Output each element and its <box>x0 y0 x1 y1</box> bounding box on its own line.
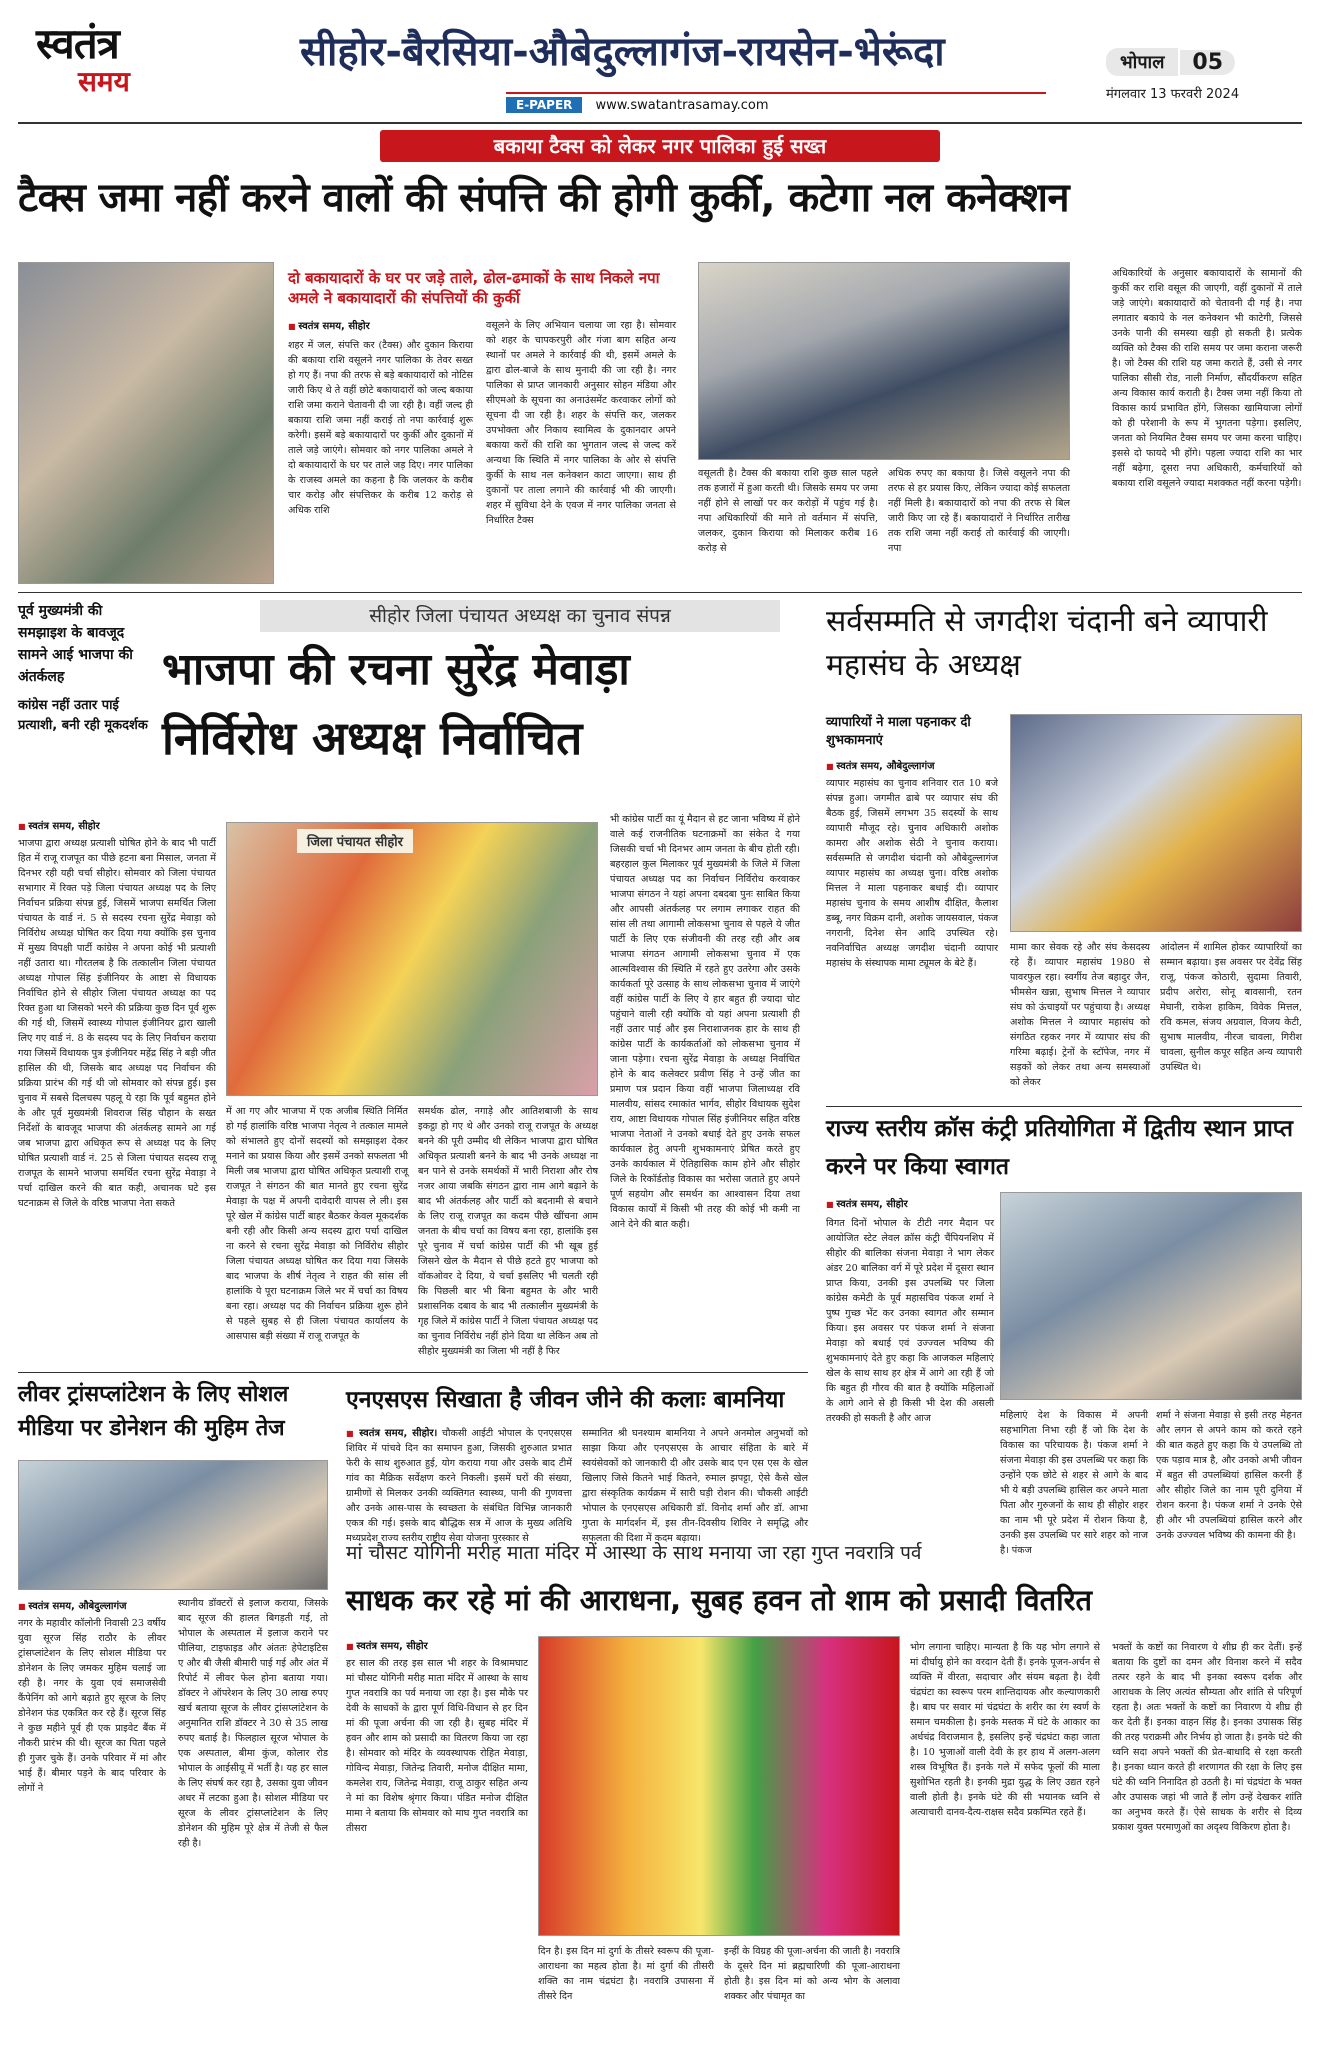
edition-city: भोपाल <box>1106 48 1178 76</box>
navratri-col1: हर साल की तरह इस साल भी शहर के विश्रामघाट मां चौसट योगिनी मरीह माता मंदिर में आस्था के साथ गुप्त नवरात्रि का पर्व मनाया जा रहा है। इस मौके पर देवी के साधकों के द्वारा पूर्ण विधि-विधान से हर दिन मां की पूजा अर्चना की जा रही है। सुबह मंदिर में हवन और शाम को प्रसादी का वितरण किया जा रहा है। सोमवार को मंदिर के व्यवस्थापक रोहित मेवाड़ा, गोविन्द मेवाड़ा, जितेन्द्र तिवारी, मनोज दीक्षित मामा, कमलेश राय, जितेन्द्र मेवाड़ा, राजू ठाकुर सहित अन्य ने मां का विशेष श्रृंगार किया। पंडित मनोज दीक्षित मामा ने बताया कि सोमवार को माघ गुप्त नवरात्रि का तीसरा <box>346 1658 528 1834</box>
navratri-headline: साधक कर रहे मां की आराधना, सुबह हवन तो शाम को प्रसादी वितरित <box>346 1583 1093 1617</box>
panchayat-col4: भी कांग्रेस पार्टी का यूं मैदान से हट जाना भविष्य में होने वाले कई राजनीतिक घटनाक्रमों का संकेत दे गया जिसकी चर्चा भी दिनभर आम जनता के बीच होती रही। बहरहाल कुल मिलाकर पूर्व मुख्यमंत्री के जिले में जिला पंचायत अध्यक्ष पद का निर्वाचन निर्विरोध करवाकर भाजपा संगठन ने यहां अपना दबदबा पुनः साबित किया और आपसी अंतर्कलह पर लगाम लगाकर राहत की सांस ली तथा आगामी लोकसभा चुनाव से पहले ये जीत पार्टी के लिए एक संजीवनी की तरह रही और अब भाजपा संगठन आगामी लोकसभा चुनाव में एक आत्मविश्वास की स्थिति में रहते हुए उतरेगा और उसके कार्यकर्ता पूरे उत्साह के साथ लोकसभा चुनाव में जाएंगे वहीं कांग्रेस पार्टी के लिए ये हार बहुत ही ज्यादा चोट पहुंचाने वाली रही क्योंकि वो यहां अपना प्रत्याशी ही नहीं उतार पाई और इस निराशाजनक हार के साथ ही कांग्रेस पार्टी के कार्यकर्ताओं को लोकसभा चुनाव में जाना पड़ेगा। रचना सुरेंद्र मेवाड़ा के अध्यक्ष निर्वाचित होने के बाद कलेक्टर प्रवीण सिंह ने उन्हें जीत का प्रमाण पत्र प्रदान किया वहीं भाजपा जिलाध्यक्ष रवि मालवीय, सांसद रमाकांत भार्गव, सीहोर विधायक सुदेश राय, आष्टा विधायक गोपाल सिंह इंजीनियर सहित वरिष्ठ भाजपा नेताओं ने उनको बधाई देते हुए उनके सफल कार्यकाल हेतु अपनी शुभकामनाएं प्रेषित करते हुए उनके कार्यकाल में ऐतिहासिक काम होने और सीहोर जिले के रिकॉर्डतोड़ विकास का भरोसा जताते हुए अपने पूर्ण सहयोग और समर्थन का आश्वासन दिया तथा विकास कार्यों में किसी भी तरह की कोई भी कमी ना आने देने की बात कही। <box>610 814 800 1230</box>
lead-col3: वसूलती है। टैक्स की बकाया राशि कुछ साल पहले तक हजारों में हुआ करती थी। जिसके समय पर जमा नहीं होने से लाखों पर कर करोड़ों में पहुंच गई है। नपा अधिकारियों की माने तो वर्तमान में संपत्ति, जलकर, दुकान किराया को मिलाकर करीब 16 करोड़ से <box>698 468 878 554</box>
vyapari-byline: ■ स्वतंत्र समय, औबेदुल्लागंज <box>826 758 996 772</box>
vyapari-col2: मामा कार सेवक रहे और संघ केसदस्य रहे हैं। व्यापार महासंघ 1980 से पावरफुल रहा। स्वर्गीय तेज बहादुर जैन, भीमसेन खन्ना, सुभाष मित्तल ने व्यापार संघ को ऊंचाइयों पर पहुंचाया है। अध्यक्ष अशोक मित्तल ने व्यापार महासंघ को संगठित रहकर नगर में व्यापार संघ की गरिमा बढ़ाई। ट्रेनों के स्टॉपेज, नगर में सड़कों को लेकर तथा अन्य समस्याओं को लेकर <box>1010 942 1150 1088</box>
panchayat-headline-1: भाजपा की रचना सुरेंद्र मेवाड़ा <box>162 644 630 695</box>
logo[interactable] <box>36 19 216 102</box>
navratri-col5: भक्तों के कष्टों का निवारण ये शीघ्र ही कर देतीं। इन्हें बताया कि दुष्टों का दमन और विनाश करने में सदैव तत्पर रहने के बाद भी इनका स्वरूप दर्शक और आराधक के लिए अत्यंत सौम्यता और शांति से परिपूर्ण रहता है। अतः भक्तों के कष्टों का निवारण ये शीघ्र ही कर देती हैं। इनका वाहन सिंह है। इनका उपासक सिंह की तरह पराक्रमी और निर्भय हो जाता है। इनके घंटे की ध्वनि सदा अपने भक्तों की प्रेत-बाधादि से रक्षा करती है। इनका ध्यान करते ही शरणागत की रक्षा के लिए इस घंटे की ध्वनि निनादित हो उठती है। मां चंद्रघंटा के भक्त और उपासक जहां भी जाते हैं लोग उन्हें देखकर शांति का अनुभव करते हैं। ऐसे साधक के शरीर से दिव्य प्रकाश युक्त परमाणुओं का अदृश्य विकिरण होता है। <box>1112 1642 1302 1833</box>
lead-headline: टैक्स जमा नहीं करने वालों की संपत्ति की होगी कुर्की, कटेगा नल कनेक्शन <box>18 175 1070 221</box>
liver-headline: लीवर ट्रांसप्लांटेशन के लिए सोशल मीडिया पर डोनेशन की मुहिम तेज <box>18 1382 289 1441</box>
navratri-byline: ■ स्वतंत्र समय, सीहोर <box>346 1638 526 1652</box>
page-info <box>1106 48 1306 118</box>
edition-title: सीहोर-बैरसिया-औबेदुल्लागंज-रायसेन-भेरूंदा <box>300 29 945 75</box>
section-rule-vyapari <box>826 1106 1302 1107</box>
panchayat-byline-wrap <box>18 818 218 836</box>
vyapari-photo <box>1010 714 1302 932</box>
panchayat-col2: में आ गए और भाजपा में एक अजीब स्थिति निर्मित हो गई हालांकि वरिष्ठ भाजपा नेतृत्व ने तत्काल मामले को संभालते हुए दोनों सदस्यों को समझाइश देकर मनाने का प्रयास किया और इसमें उनको सफलता भी मिली जब भाजपा द्वारा घोषित अधिकृत प्रत्याशी राजू राजपूत ने संगठन की बात मानते हुए रचना सुरेंद्र मेवाड़ा के पक्ष में अपनी दावेदारी वापस ले ली। इस पूरे खेल में कांग्रेस पार्टी बाहर बैठकर केवल मूकदर्शक बनी रही और किसी अन्य सदस्य द्वारा पर्चा दाखिल ना करने से रचना सुरेंद्र मेवाड़ा को निर्विरोध सीहोर जिला पंचायत अध्यक्ष घोषित कर दिया गया जिसके बाद भाजपा के शीर्ष नेतृत्व ने राहत की सांस ली हालांकि ये पूरा घटनाक्रम जिले भर में चर्चा का विषय बना रहा। अध्यक्ष पद की निर्वाचन प्रक्रिया शुरू होने से पहले सुबह से ही जिला पंचायत कार्यालय के आसपास बड़ी संख्या में राजू राजपूत के <box>226 1106 408 1342</box>
navratri-col4: भोग लगाना चाहिए। मान्यता है कि यह भोग लगाने से मां दीर्घायु होने का वरदान देती हैं। इनके पूजन-अर्चन से व्यक्ति में वीरता, सदाचार और संयम बढ़ता है। देवी चंद्रघंटा का स्वरूप परम शान्तिदायक और कल्याणकारी है। बाघ पर सवार मां चंद्रघंटा के शरीर का रंग स्वर्ण के समान चमकीला है। इनके मस्तक में घंटे के आकार का अर्धचंद्र विराजमान है, इसलिए इन्हें चंद्रघंटा कहा जाता है। 10 भुजाओं वाली देवी के हर हाथ में अलग-अलग शस्त्र विभूषित हैं। इनके गले में सफेद फूलों की माला सुशोभित रहती है। इनकी मुद्रा युद्ध के लिए उद्यत रहने वाली होती है। इनके घंटे की सी भयानक ध्वनि से अत्याचारी दानव-दैत्य-राक्षस सदैव प्रकम्पित रहते हैं। <box>910 1642 1100 1818</box>
liver-col2: स्थानीय डॉक्टरों से इलाज कराया, जिसके बाद सूरज की हालत बिगड़ती गई, तो भोपाल के अस्पताल में इलाज कराने पर पीलिया, टाइफाइड और अंततः हेपेटाइटिस ए और बी जैसी बीमारी पाई गई और अंत में रिपोर्ट में लीवर फेल होना बताया गया। डॉक्टर ने ऑपरेशन के लिए 30 लाख रुपए खर्च बताया सूरज के लीवर ट्रांसप्लांटेशन के अनुमानित राशि डॉक्टर ने 30 से 35 लाख रुपए बताई है। फिलहाल सूरज भोपाल के एक अस्पताल, बीमा कुंज, कोलार रोड भोपाल के आईसीयू में भर्ती है। यह हर साल के लिए संघर्ष कर रहा है, उसका युवा जीवन अधर में लटका हुआ है। सोशल मीडिया पर सूरज के लीवर ट्रांसप्लांटेशन के लिए डोनेशन की मुहिम पूरे क्षेत्र में तेजी से फैल रही है। <box>178 1598 328 1849</box>
lead-col5: अधिकारियों के अनुसार बकायादारों के सामानों की कुर्की कर राशि वसूल की जाएगी, वहीं दुकानों में ताले जड़े जाएंगे। बकायादारों को चेतावनी दी गई है। नपा लगातार बकाये के नल कनेक्शन भी काटेगी, जिससे उनके पानी की समस्या खड़ी हो सकती है। प्रत्येक व्यक्ति को टैक्स की राशि समय पर जमा कराना जरूरी है। जो टैक्स की राशि यह जमा कराते हैं, उसी से नगर पालिका सीसी रोड, नाली निर्माण, सौंदर्यीकरण सहित अन्य विकास कार्य कराती है। टैक्स जमा नहीं किया तो विकास कार्य प्रभावित होंगे, जिसका खामियाजा लोगों को ही परेशानी के रूप में भुगतना पड़ेगा। इसलिए, जनता को नियमित टैक्स समय पर जमा करना चाहिए। इससे दो फायदे भी होंगे। पहला ज्यादा राशि का भार नहीं बढ़ेगा, दूसरा नपा अधिकारी, कर्मचारियों को बकाया राशि वसूलने ज्यादा मशक्कत नहीं करना पड़ेगी। <box>1112 268 1302 489</box>
lead-photo-lock <box>18 262 274 584</box>
nss-col1-text: चौकसी आईटी भोपाल के एनएसएस शिविर में पांचवे दिन का समापन हुआ, जिसकी शुरुआत प्रभात फेरी के साथ शुरुआत हुई, योग कराया गया और उसके बाद टीमें गांव का मैक्रिक सर्वेक्षण करने निकली। इसमें घरों की संख्या, ग्रामीणों से मिलकर उनकी व्यक्तिगत स्वास्थ्य, पानी की गुणवत्ता और उनके आस-पास के स्वच्छता के संबंधित विभिन्न जानकारी एकत्र की गई। इसके बाद बौद्धिक सत्र में आज के मुख्य अतिथि मध्यप्रदेश राज्य स्तरीय राष्ट्रीय सेवा योजना पुरस्कार से <box>346 1428 572 1544</box>
panchayat-sidebar <box>18 600 148 810</box>
vyapari-subhead: व्यापारियों ने माला पहनाकर दी शुभकामनाएं <box>826 715 971 748</box>
logo-top: स्वतंत्र <box>36 19 119 68</box>
lead-col4: अधिक रुपए का बकाया है। जिसे वसूलने नपा की तरफ से हर प्रयास किए, लेकिन ज्यादा कोई सफलता नहीं मिली है। बकायादारों को नपा की तरफ से बिल जारी किए जा रहे हैं। बकायादारों ने निर्धारित तारीख तक राशि जमा नहीं कराई तो कार्रवाई की जाएगी। नपा <box>888 468 1070 554</box>
page-number: 05 <box>1180 50 1235 75</box>
nss-text-block <box>346 1426 808 1544</box>
lead-byline: ■ स्वतंत्र समय, सीहोर <box>288 318 473 332</box>
crosscountry-headline: राज्य स्तरीय क्रॉस कंट्री प्रतियोगिता में द्वितीय स्थान प्राप्त करने पर किया स्वागत <box>826 1116 1293 1180</box>
section-rule-2 <box>18 1372 808 1373</box>
masthead <box>0 0 1318 120</box>
nss-col1 <box>346 1426 572 1544</box>
issue-date: मंगलवार 13 फरवरी 2024 <box>1106 87 1240 102</box>
vyapari-col3: आंदोलन में शामिल होकर व्यापारियों का सम्मान बढ़ाया। इस अवसर पर देवेंद्र सिंह राजू, पंकज कोठारी, सुदामा तिवारी, प्रदीप अरोरा, सोनू बावसानी, रतन मेघानी, राकेश हाकिम, विवेक मित्तल, रवि कमल, संजय अग्रवाल, विजय केटी, सुभाष मालवीय, नीरज चावला, गिरीश चावला, सुनील कपूर सहित अन्य व्यापारी उपस्थित थे। <box>1160 942 1302 1073</box>
panchayat-headline-2: निर्विरोध अध्यक्ष निर्वाचित <box>162 711 583 765</box>
vyapari-byline-wrap <box>826 758 996 776</box>
nss-headline: एनएसएस सिखाता है जीवन जीने की कलाः बामनिया <box>346 1387 785 1413</box>
navratri-photo <box>538 1636 900 1936</box>
sidebar-sub: कांग्रेस नहीं उतार पाई प्रत्याशी, बनी रही मूकदर्शक <box>18 698 148 733</box>
liver-col1: नगर के महावीर कॉलोनी निवासी 23 वर्षीय युवा सूरज सिंह राठौर के लीवर ट्रांसप्लांटेशन के लिए सोशल मीडिया पर डोनेशन के लिए जमकर मुहिम चलाई जा रही है। नगर के युवा एवं समाजसेवी कैंपेनिंग को आगे बढ़ाते हुए सूरज के लिए डोनेशन फंड एकत्रित कर रहे हैं। सूरज सिंह ने कुछ महीने पूर्व ही एक प्राइवेट बैंक में नौकरी प्रारंभ की थी। सूरज का पिता पहले ही गुजर चुके हैं। उनके परिवार में मां और भाई हैं। बीमार पड़ने के बाद परिवार के लोगों ने <box>18 1618 166 1794</box>
navratri-byline-wrap <box>346 1638 526 1656</box>
navratri-col2: दिन है। इस दिन मां दुर्गा के तीसरे स्वरूप की पूजा-आराधना का महत्व होता है। मां दुर्गा की तीसरी शक्ति का नाम चंद्रघंटा है। नवरात्रि उपासना में तीसरे दिन <box>538 1946 714 2002</box>
crosscountry-col3: शर्मा ने संजना मेवाड़ा से इसी तरह मेहनत और लगन से अपने काम को करते रहने की बात कहते हुए कहा कि ये उपलब्धि तो एक पड़ाव मात्र है, और उनको अभी जीवन में बहुत सी उपलब्धियां हासिल करनी हैं और सीहोर जिले का नाम पूरी दुनिया में रोशन करना है। पंकज शर्मा ने उनके ऐसे ही और भी उपलब्धियां हासिल करने और उनके उज्ज्वल भविष्य की कामना की है। <box>1156 1410 1302 1541</box>
liver-photo-patient <box>18 1460 328 1590</box>
section-rule-1 <box>18 592 1302 593</box>
crosscountry-photo <box>1000 1192 1302 1400</box>
crosscountry-col2: महिलाएं देश के विकास में अपनी सहभागिता निभा रही हैं जो कि देश के विकास का परिचायक है। पंकज शर्मा ने संजना मेवाड़ा की इस उपलब्धि पर कहा कि उन्होंने एक छोटे से शहर से आगे के बाद भी ये बड़ी उपलब्धि हासिल कर अपने माता पिता और गुरुजनों के साथ ही सीहोर शहर का नाम भी पूरे प्रदेश में रोशन किया है, उनकी इस उपलब्धि पर सारे शहर को नाज है। पंकज <box>1000 1410 1148 1556</box>
crosscountry-col1: विगत दिनों भोपाल के टीटी नगर मैदान पर आयोजित स्टेट लेवल क्रॉस कंट्री चैंपियनशिप में सीहोर की बालिका संजना मेवाड़ा ने भाग लेकर अंडर 20 बालिका वर्ग में पूरे प्रदेश में दूसरा स्थान प्राप्त किया, उनकी इस उपलब्धि पर जिला कांग्रेस कमेटी के पूर्व महासचिव पंकज शर्मा ने पुष्प गुच्छ भेंट कर उनका स्वागत और सम्मान किया। इस अवसर पर पंकज शर्मा ने संजना मेवाड़ा को बधाई एवं उज्ज्वल भविष्य की शुभकामनाएं देते हुए कहा कि आजकल महिलाएं खेल के साथ साथ हर क्षेत्र में आगे आ रही हैं जो कि बहुत ही गौरव की बात है क्योंकि महिलाओं के आगे आने से ही किसी भी देश की असली तरक्की हो सकती है और आज <box>826 1218 994 1424</box>
panchayat-byline: ■ स्वतंत्र समय, सीहोर <box>18 818 218 832</box>
crosscountry-byline-wrap <box>826 1196 996 1214</box>
vyapari-col1: व्यापार महासंघ का चुनाव शनिवार रात 10 बजे संपन्न हुआ। जगमीत ढाबे पर व्यापार संघ की बैठक हुई, जिसमें लगभग 35 सदस्यों के साथ व्यापारी मौजूद रहे। चुनाव अधिकारी अशोक कामरा और अशोक सेठी ने चुनाव कराया। सर्वसम्मति से जगदीश चंदानी को औबेदुल्लागंज व्यापार महासंघ का अध्यक्ष चुना। वरिष्ठ अशोक मित्तल ने माला पहनाकर बधाई दी। व्यापार महासंघ चुनाव के समय आशीष दीक्षित, कैलाश डब्बू, नगर विक्रम दानी, अशोक जायसवाल, पंकज नगरानी, दिनेश सेन आदि उपस्थित रहे। नवनिर्वाचित अध्यक्ष जगदीश चंदानी व्यापार महासंघ के संस्थापक मामा ट्यूमल के बेटे हैं। <box>826 778 999 969</box>
panchayat-photo <box>226 822 598 1096</box>
liver-byline-wrap <box>18 1598 198 1616</box>
epaper-label: E-PAPER <box>506 97 582 113</box>
panchayat-photo-sign: जिला पंचायत सीहोर <box>297 829 413 853</box>
sidebar-heading: पूर्व मुख्यमंत्री की समझाइश के बावजूद सामने आई भाजपा की अंतर्कलह <box>18 603 133 685</box>
lead-col1: शहर में जल, संपत्ति कर (टैक्स) और दुकान किराया की बकाया राशि वसूलने नगर पालिका के तेवर सख्त हो गए हैं। नपा की तरफ से बड़े बकायादारों को नोटिस जारी किए थे ते वहीं छोटे बकायादारों को जल्द बकाया राशि जमा कराने चेतावनी दी जा रही है। वहीं जल्द ही बकाया राशि जमा नहीं कराई तो नपा कार्रवाई शुरू करेगी। इसमें बड़े बकायादारों पर कुर्की और दुकानों में ताले जड़े जाएंगे। सोमवार को नगर पालिका अमले ने दो बकायादारों के घर पर ताले जड़ दिए। नगर पालिका के राजस्व अमले का कहना है कि जलकर के करीब चार करोड़ और संपत्तिकर के करीब 12 करोड़ से अधिक राशि <box>288 340 473 516</box>
crosscountry-byline: ■ स्वतंत्र समय, सीहोर <box>826 1196 996 1210</box>
logo-bottom: समय <box>78 65 130 98</box>
lead-byline-wrap <box>288 318 473 336</box>
lead-kicker-text: बकाया टैक्स को लेकर नगर पालिका हुई सख्त <box>493 134 827 158</box>
nss-byline: ■ स्वतंत्र समय, सीहोर। <box>346 1428 437 1439</box>
masthead-rule <box>18 122 1302 124</box>
lead-photo-procession <box>698 262 1070 460</box>
lead-col2: वसूलने के लिए अभियान चलाया जा रहा है। सोमवार को शहर के चापकरपुरी और गंजा बाग सहित अन्य स्थानों पर अमले ने कार्रवाई की थी, इसमें अमले के द्वारा ढोल-बाजे के साथ मुनादी की जा रही है। नगर पालिका से प्राप्त जानकारी अनुसार सोहन मंडिया और सीएमओ के सूचना का अनाउंसमेंट करवाकर लोगों को सूचना दी जा रही है। शहर के संपत्ति कर, जलकर उपभोक्ता और निकाय स्वामित्व के दुकानदार अपने बकाया करों की राशि का भुगतान जल्द से जल्द करें अन्यथा कि स्थिति में नगर पालिका के ओर से संपत्ति कुर्की के साथ नल कनेक्शन काटा जाएगा। साथ ही दुकानों पर ताला लगाने की कार्रवाई भी की जाएगी। शहर में सुविधा देने के एवज में नगर पालिका जनता से निर्धारित टैक्स <box>486 320 676 526</box>
vyapari-headline: सर्वसम्मति से जगदीश चंदानी बने व्यापारी महासंघ के अध्यक्ष <box>826 604 1268 683</box>
liver-byline: ■ स्वतंत्र समय, औबेदुल्लागंज <box>18 1598 198 1612</box>
navratri-kicker: मां चौसट योगिनी मरीह माता मंदिर में आस्था के साथ मनाया जा रहा गुप्त नवरात्रि पर्व <box>346 1542 922 1564</box>
panchayat-kicker: सीहोर जिला पंचायत अध्यक्ष का चुनाव संपन्न <box>260 600 780 632</box>
lead-kicker <box>380 130 940 162</box>
nss-col2: सम्मानित श्री घनश्याम बामनिया ने अपने अनमोल अनुभवों को साझा किया और एनएसएस के आचार संहिता के बारे में स्वयंसेवकों को जानकारी दी और उसके बाद एन एस एस के खेल खिलाए जिसे कितने भाई कितने, रुमाल झपट्टा, ऐसे कैसे खेल द्वारा संस्कृतिक कार्यक्रम में सारी घड़ी रोशन की। चौकसी आईटी भोपाल के एनएसएस अधिकारी डॉ. विनोद शर्मा और डॉ. आभा गुप्ता के मार्गदर्शन में, इस तीन-दिवसीय शिविर ने समृद्धि और सफलता की दिशा में कदम बढ़ाया। <box>582 1428 808 1544</box>
panchayat-col1: भाजपा द्वारा अध्यक्ष प्रत्याशी घोषित होने के बाद भी पार्टी हित में राजू राजपूत का पीछे हटना बना मिसाल, जनता में दिनभर रही यही चर्चा सीहोर। सोमवार को जिला पंचायत सभागार में रिक्त पड़े जिला पंचायत अध्यक्ष पद के लिए निर्वाचन प्रक्रिया संपन्न हुई, जिसमें भाजपा समर्थित जिला पंचायत के वार्ड नं. 5 से सदस्य रचना सुरेंद्र मेवाड़ा को निर्विरोध अध्यक्ष घोषित कर दिया गया क्योंकि इस चुनाव में मुख्य विपक्षी पार्टी कांग्रेस ने अपना कोई भी प्रत्याशी नहीं उतारा था। गौरतलब है कि तत्कालीन जिला पंचायत अध्यक्ष गोपाल सिंह इंजीनियर के आष्टा से विधायक निर्वाचित होने से सीहोर जिला पंचायत अध्यक्ष का पद रिक्त हुआ था जिसको भरने की प्रक्रिया कुछ दिन पूर्व शुरू की गई थी, जिसमें स्वास्थ्य गोपाल इंजीनियर द्वारा खाली लिए गए वार्ड नं. 8 के सदस्य पद के लिए निर्वाचन कराया गया जिसमें विधायक पुत्र इंजीनियर महेंद्र सिंह ने बड़ी जीत हासिल की थी, जिसके बाद अध्यक्ष पद निर्वाचन की प्रक्रिया प्रारंभ की गई थी जो सोमवार को संपन्न हुई। इस चुनाव में सबसे दिलचस्प पहलू ये रहा कि पूर्व बहुमत होने के और पूर्व मुख्यमंत्री शिवराज सिंह चौहान के सख्त निर्देशों के बावजूद भाजपा की अंतर्कलह सामने आ गई जब भाजपा द्वारा अधिकृत रूप से अध्यक्ष पद के लिए घोषित प्रत्याशी वार्ड नं. 25 से जिला पंचायत सदस्य राजू राजपूत के सामने भाजपा समर्थित रचना सुरेंद्र मेवाड़ा ने पर्चा दाखिल करने की बात कही, अचानक घटे इस घटनाक्रम से जिले के वरिष्ठ भाजपा नेता सकते <box>18 838 216 1209</box>
epaper-strip <box>506 92 1046 112</box>
navratri-col3: इन्हीं के विग्रह की पूजा-अर्चना की जाती है। नवरात्रि के दूसरे दिन मां ब्रह्मचारिणी की पूजा-आराधना होती है। इस दिन मां को अन्य भोग के अलावा शक्कर और पंचामृत का <box>724 1946 900 2002</box>
website-link[interactable]: www.swatantrasamay.com <box>595 98 769 113</box>
panchayat-col3: समर्थक ढोल, नगाड़े और आतिशबाजी के साथ इकट्ठा हो गए थे और उनको राजू राजपूत के अध्यक्ष बनने की पूरी उम्मीद थी लेकिन भाजपा द्वारा घोषित अधिकृत प्रत्याशी बनने के बाद भी उनके अध्यक्ष ना बन पाने से उनके समर्थकों में भारी निराशा और रोष नजर आया जबकि संगठन द्वारा नाम आगे बढ़ाने के बाद भी अंतर्कलह और पार्टी को बदनामी से बचाने के लिए राजू राजपूत का कदम पीछे खींचना आम जनता के बीच चर्चा का विषय बना रहा, हालांकि इस पूरे चुनाव में चर्चा कांग्रेस पार्टी की भी खूब हुई जिसने खेल के मैदान से पीछे हटते हुए भाजपा को वॉकओवर दे दिया, ये चर्चा इसलिए भी चलती रही कि पिछली बार भी बिना बहुमत के और भारी प्रशासनिक दबाव के बाद भी तत्कालीन मुख्यमंत्री के गृह जिले में कांग्रेस पार्टी ने जिला पंचायत अध्यक्ष पद का चुनाव निर्विरोध नहीं होने दिया था लेकिन अब तो सीहोर मुख्यमंत्री का जिला भी नहीं है फिर <box>418 1106 598 1357</box>
lead-subhead: दो बकायादारों के घर पर जड़े ताले, ढोल-ढमाकों के साथ निकले नपा अमले ने बकायादारों की संपत्तियों की कुर्की <box>288 269 660 307</box>
